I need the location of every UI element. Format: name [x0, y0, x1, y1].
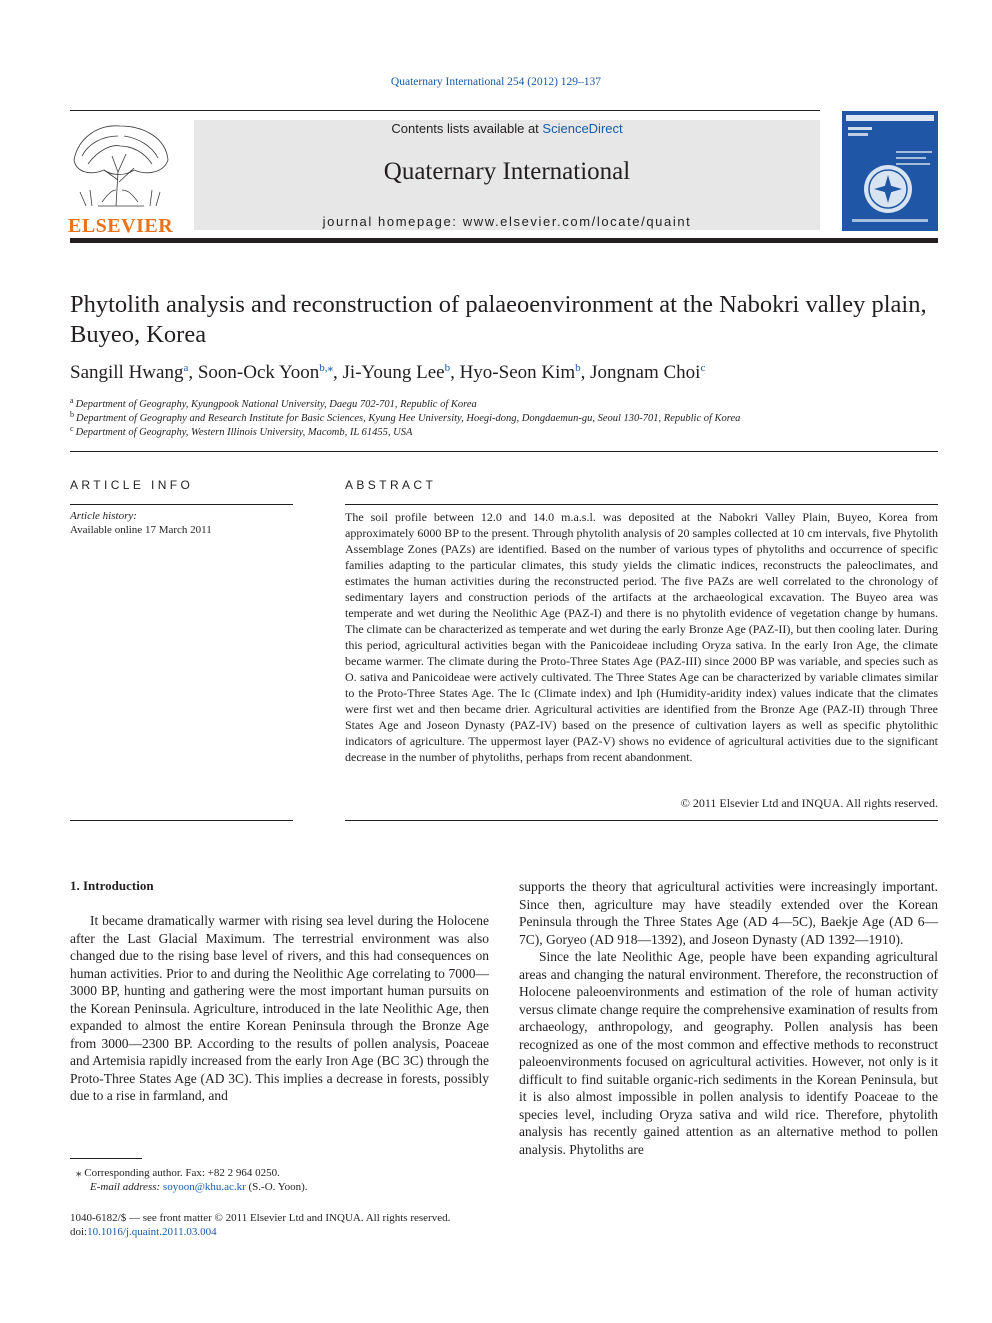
author-affil-marker[interactable]: b [444, 362, 451, 374]
journal-cover-thumbnail[interactable] [842, 111, 938, 231]
journal-cover-image [842, 111, 938, 231]
contents-prefix: Contents lists available at [391, 121, 539, 136]
affiliation-marker: b [70, 410, 74, 419]
article-title: Phytolith analysis and reconstruction of palaeoenvironment at the Nabokri valley plain, Buyeo, Korea [70, 291, 927, 348]
author-affil-marker[interactable]: c [700, 362, 706, 374]
issn-line: 1040-6182/$ — see front matter © 2011 Elsevier Ltd and INQUA. All rights reserved. [70, 1212, 451, 1224]
email-label: E-mail address: [90, 1181, 161, 1193]
abstract-body: The soil profile between 12.0 and 14.0 m.a.s.l. was deposited at the Nabokri Valley Plain, Buyeo, Korea from approximately 6000 BP to the present. Through phytolith analysis of 20 samples collected at 10 cm intervals, five Phytolith Assemblage Zones (PAZs) are identified. Based on the number of various types of phytoliths and occurrence of specific families adapting to the particular climates, this study yields the climatic indices, reconstructs the paleoclimates, and estimates the human activities during the reconstructed period. The five PAZs are well correlated to the chronology of sedimentary layers and construction periods of the artifacts at the archaeological excavation. The Buyeo area was temperate and wet during the Neolithic Age (PAZ-I) and there is no phytolith evidence of vegetation change by humans. The climate can be characterized as temperate and wet during the early Bronze Age (PAZ-II), but then cooling later. During this period, agricultural activities began with the Panicoideae including Oryza sativa. In the early Iron Age, the climate became warmer. The climate during the Proto-Three States Age (PAZ-III) since 2000 BP was variable, and species such as O. sativa and Panicoideae were actively cultivated. The Three States Age can be characterized by variable climates similar to the Proto-Three States Age. The Ic (Climate index) and Iph (Humidity-aridity index) values indicate that the climates were first wet and then became drier. Agricultural activities are identified from the Bronze Age (PAZ-II) through Three States Age and Joseon Dynasty (PAZ-IV) based on the presence of cultivation layers as well as specific phytolithic indicators of agriculture. The uppermost layer (PAZ-V) shows no evidence of agricultural activities due to the significant decrease in the number of phytoliths, perhaps from recent abandonment. [345, 510, 938, 764]
email-note [90, 1181, 308, 1193]
affiliation-text: Department of Geography and Research Institute for Basic Sciences, Kyung Hee University, Hoegi-dong, Dongdaemun-gu, Seoul 130-701, Republic of Korea [76, 413, 741, 424]
affiliation-c [70, 424, 950, 438]
affiliation-text: Department of Geography, Western Illinois University, Macomb, IL 61455, USA [75, 427, 413, 438]
affiliation-b [70, 410, 950, 424]
doi-link[interactable]: 10.1016/j.quaint.2011.03.004 [87, 1226, 217, 1238]
intro-paragraph: It became dramatically warmer with rising sea level during the Holocene after the Last Glacial Maximum. The terrestrial environment was also changed due to the rising base level of rivers, and this had consequences on human activities. Prior to and during the Neolithic Age correlating to 7000—3000 BP, hunting and gathering were the most important human pursuits on the Korean Peninsula. Agriculture, introduced in the late Neolithic Age, then expanded to almost the entire Korean Peninsula through the Bronze Age from 3000—2300 BP. According to the results of pollen analysis, Poaceae and Artemisia rapidly increased from the early Iron Age (BC 3C) through the Proto-Three States Age (AD 3C). This implies a decrease in forests, possibly due to a rise in farmland, and [70, 913, 489, 1103]
author-name[interactable]: Sangill Hwang [70, 362, 184, 383]
header-rule [70, 110, 820, 111]
abstract-heading: ABSTRACT [345, 478, 437, 492]
introduction-heading: 1. Introduction [70, 878, 154, 893]
abstract-bottom-rule [345, 820, 938, 821]
author-name[interactable]: Soon-Ock Yoon [197, 362, 320, 383]
author-affil-marker[interactable]: b,⁎ [319, 362, 334, 374]
email-suffix: (S.-O. Yoon). [248, 1181, 308, 1193]
affiliation-text: Department of Geography, Kyungpook National University, Daegu 702-701, Republic of Korea [75, 399, 477, 410]
article-info-heading: ARTICLE INFO [70, 478, 194, 492]
article-info-rule [70, 504, 293, 505]
contents-availability [194, 121, 820, 136]
sciencedirect-link[interactable]: ScienceDirect [542, 121, 623, 136]
footnote-rule [70, 1158, 142, 1159]
affiliation-marker: a [70, 396, 74, 405]
affiliation-a [70, 396, 950, 410]
body-right-column [519, 878, 938, 1158]
available-online-date: Available online 17 March 2011 [70, 524, 212, 536]
journal-name: Quaternary International [383, 158, 631, 185]
corresponding-author-note: ⁎ Corresponding author. Fax: +82 2 964 0250. [76, 1167, 280, 1179]
doi-label: doi: [70, 1226, 88, 1238]
doi-line [70, 1226, 217, 1238]
elsevier-wordmark: ELSEVIER [68, 215, 174, 237]
article-info-bottom-rule [70, 820, 293, 821]
elsevier-tree-icon [68, 120, 172, 210]
author-affil-marker[interactable]: b [575, 362, 581, 374]
affiliation-marker: c [70, 424, 74, 433]
email-link[interactable]: soyoon@khu.ac.kr [162, 1181, 246, 1193]
journal-banner [194, 120, 820, 230]
journal-citation[interactable]: Quaternary International 254 (2012) 129–137 [390, 76, 602, 88]
elsevier-logo [68, 120, 174, 237]
author-affil-marker[interactable]: a [183, 362, 189, 374]
author-name[interactable]: Jongnam Choi [590, 362, 701, 383]
author-name[interactable]: Hyo-Seon Kim [459, 362, 576, 383]
article-history-label: Article history: [70, 510, 137, 522]
intro-paragraph: Since the late Neolithic Age, people have been expanding agricultural areas and changing the natural environment. Therefore, the reconstruction of Holocene paleoenvironments and estimation of the role of human activity versus climate change require the comprehensive examination of results from archaeology, anthropology, and geography. Pollen analysis has been recognized as one of the most common and effective methods to reconstruct paleoenvironments focused on agricultural activities. However, not only is it difficult to find suitable organic-rich sediments in the Korean Peninsula, but it is also almost impossible in pollen analysis to identify Poaceae to the species level, including Oryza sativa and wild rice. Therefore, phytolith analysis has recently gained attention as an alternative method to pollen analysis. Phytoliths are [519, 949, 938, 1157]
author-list: Sangill Hwang$^a$, Soon-Ock Yoon$^{b,⁎}$, Ji-Young Lee$^b$, Hyo-Seon Kim$^b$, Jongnam Choi$^c$ [70, 362, 706, 383]
abstract-rule [345, 504, 938, 505]
header-thick-rule [70, 238, 938, 243]
intro-paragraph-continued: supports the theory that agricultural activities were increasingly important. Since then, agriculture may have steadily extended over the Korean Peninsula through the Three States Age (AD 4—5C), Baekje Age (AD 6—7C), Goryeo (AD 918—1392), and Joseon Dynasty (AD 1392—1910). [519, 879, 938, 947]
body-left-column [70, 912, 489, 1105]
author-name[interactable]: Ji-Young Lee [342, 362, 445, 383]
journal-homepage[interactable]: journal homepage: www.elsevier.com/locate/quaint [322, 214, 692, 229]
abstract-copyright: © 2011 Elsevier Ltd and INQUA. All rights reserved. [680, 796, 938, 810]
affiliation-divider [70, 451, 938, 452]
